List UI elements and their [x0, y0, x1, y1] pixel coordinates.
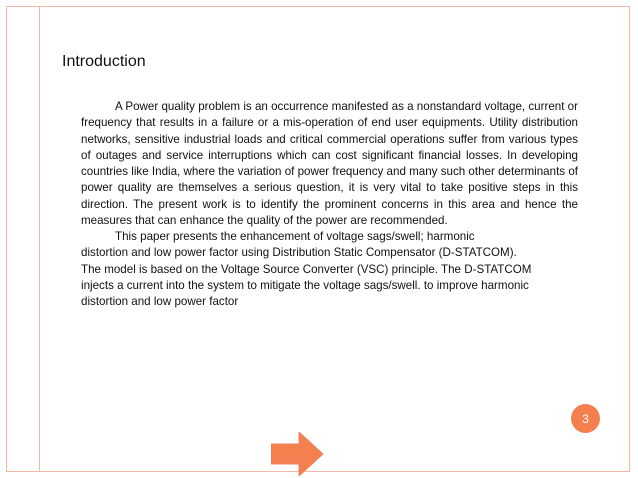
- page-number-badge: 3: [571, 404, 600, 433]
- slide-body: [81, 99, 578, 310]
- paragraph-1: A Power quality problem is an occurrence manifested as a nonstandard voltage, current or frequency that results in a failure or a mis-operation of end user equipments. Utility distribution networks, sensitive industrial loads and critical commercial operations suffer from various types of outages and service interruptions which can cost significant financial losses. In developing countries like India, where the variation of power frequency and many such other determinants of power quality are themselves a serious question, it is very vital to take positive steps in this direction. The present work is to identify the prominent concerns in this area and hence the measures that can enhance the quality of the power are recommended.: [81, 100, 578, 227]
- slide-title: Introduction: [62, 53, 146, 70]
- next-slide-arrow-icon[interactable]: [271, 432, 323, 476]
- left-decorative-band: [6, 6, 40, 472]
- paragraph-2: This paper presents the enhancement of voltage sags/swell; harmonic distortion and low power factor using Distribution Static Compensator (D-STATCOM). The model is based on the Voltage Source Converter (VSC) principle. The D-STATCOM injects a current into the system to mitigate the voltage sags/swell. to improve harmonic distortion and low power factor: [81, 230, 532, 308]
